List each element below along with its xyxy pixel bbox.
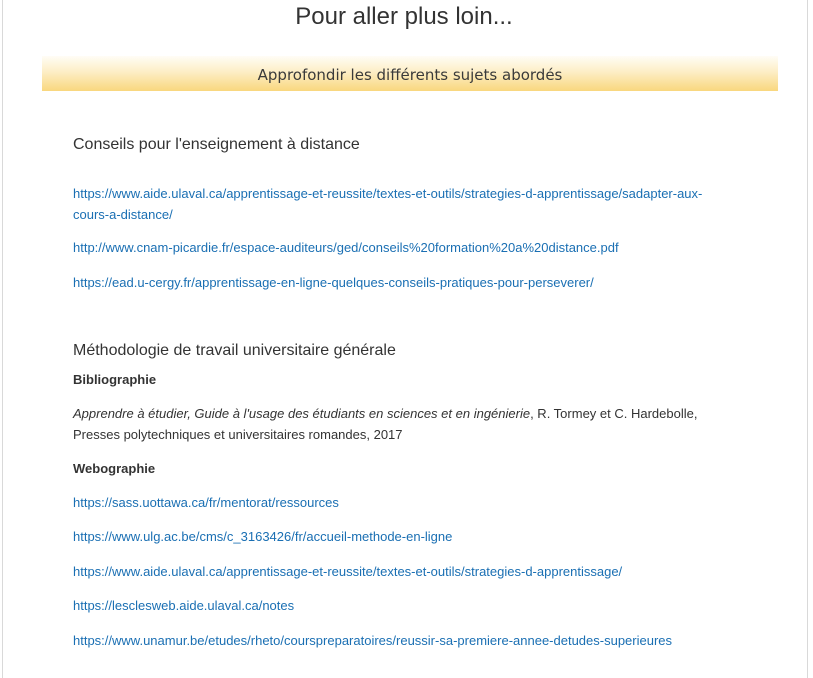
page-title: Pour aller plus loin... [295, 3, 513, 30]
link-uottawa-mentorat[interactable]: https://sass.uottawa.ca/fr/mentorat/ressources [73, 495, 339, 510]
link-ulaval-strategies[interactable]: https://www.aide.ulaval.ca/apprentissage-et-reussite/textes-et-outils/strategies-d-apprentissage/ [73, 564, 623, 579]
frame-border-left [2, 0, 3, 678]
frame-border-right [807, 0, 808, 678]
bibliographie-label: Bibliographie [73, 372, 157, 387]
link-cnam-picardie[interactable]: http://www.cnam-picardie.fr/espace-auditeurs/ged/conseils%20formation%20a%20distance.pdf [73, 240, 619, 255]
link-unamur-reussir[interactable]: https://www.unamur.be/etudes/rheto/courspreparatoires/reussir-sa-premiere-annee-detudes-superieures [73, 633, 673, 648]
link-ulg-methode[interactable]: https://www.ulg.ac.be/cms/c_3163426/fr/accueil-methode-en-ligne [73, 529, 453, 544]
webographie-label: Webographie [73, 461, 156, 476]
link-u-cergy[interactable]: https://ead.u-cergy.fr/apprentissage-en-ligne-quelques-conseils-pratiques-pour-perseverer/ [73, 275, 594, 290]
link-lesclesweb-notes[interactable]: https://lesclesweb.aide.ulaval.ca/notes [73, 598, 295, 613]
section-heading-distance: Conseils pour l'enseignement à distance [73, 136, 360, 153]
banner-title: Approfondir les différents sujets abordés [257, 66, 563, 84]
bibliography-reference [73, 403, 733, 445]
section-heading-methodologie: Méthodologie de travail universitaire générale [73, 342, 396, 359]
link-ulaval-distance[interactable]: https://www.aide.ulaval.ca/apprentissage-et-reussite/textes-et-outils/strategies-d-apprentissage/sadapter-aux-cours-a-distance/ [73, 186, 703, 222]
section-banner [42, 56, 778, 91]
reference-details: , R. Tormey et C. Hardebolle, Presses polytechniques et universitaires romandes, 2017 [73, 406, 698, 442]
reference-title: Apprendre à étudier, Guide à l'usage des étudiants en sciences et en ingénierie [73, 406, 531, 421]
